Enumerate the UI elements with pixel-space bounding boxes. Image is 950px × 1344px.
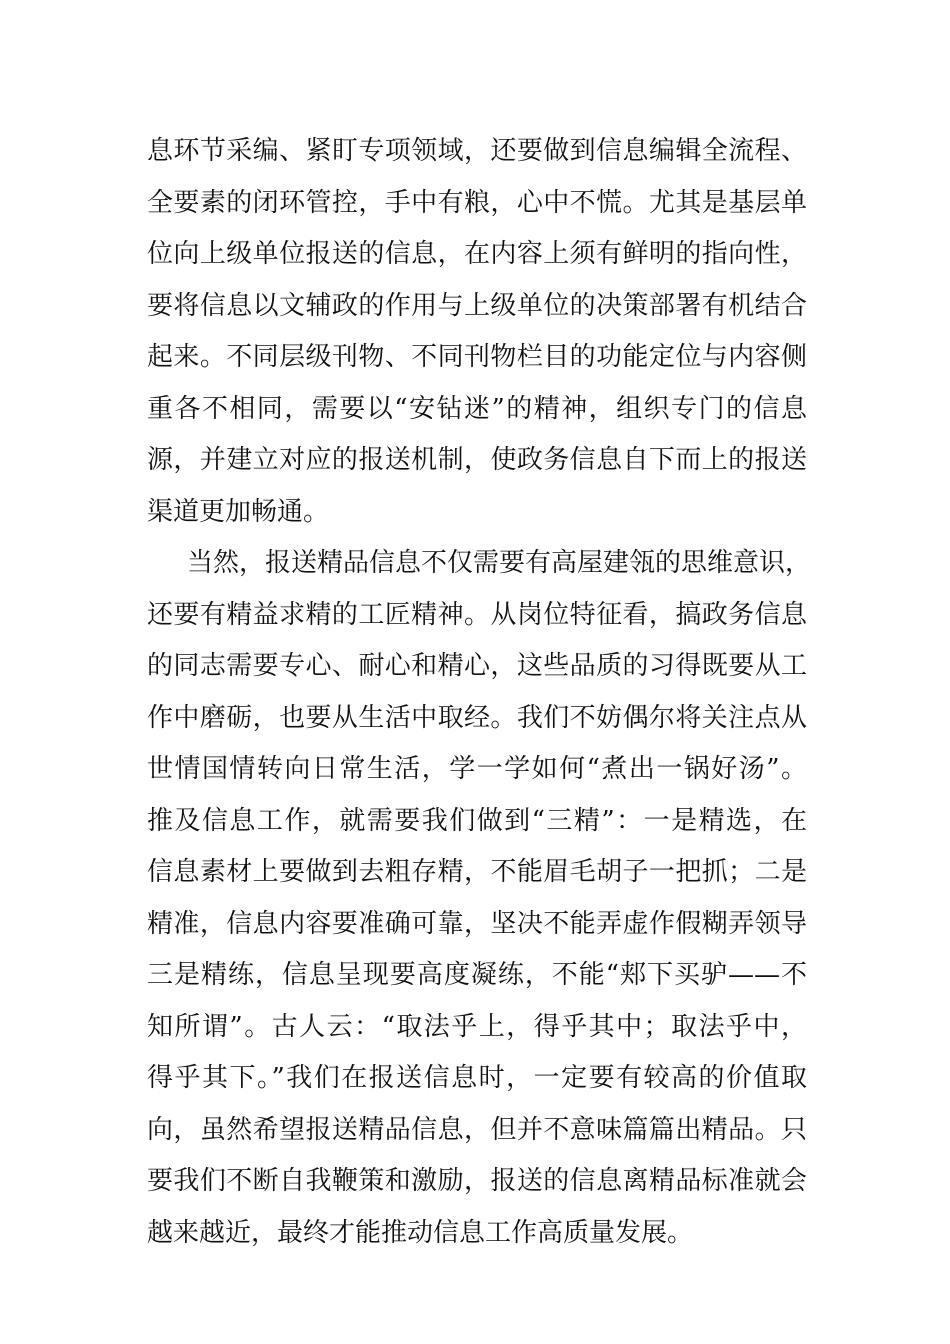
text-line: 推及信息工作，就需要我们做到“三精”：一是精选，在 xyxy=(147,805,807,836)
text-line: 精准，信息内容要准确可靠，坚决不能弄虚作假糊弄领导 xyxy=(147,908,807,939)
text-line: 位向上级单位报送的信息，在内容上须有鲜明的指向性， xyxy=(147,239,807,269)
text-line: 要我们不断自我鞭策和激励，报送的信息离精品标准就会 xyxy=(147,1166,807,1196)
text-line: 起来。不同层级刊物、不同刊物栏目的功能定位与内容侧 xyxy=(147,342,807,372)
text-line: 全要素的闭环管控，手中有粮，心中不慌。尤其是基层单 xyxy=(147,187,807,218)
paragraph xyxy=(147,538,812,1259)
text-line: 知所谓”。古人云：“取法乎上，得乎其中；取法乎中， xyxy=(147,1011,807,1042)
text-line: 信息素材上要做到去粗存精，不能眉毛胡子一把抓；二是 xyxy=(147,857,807,887)
paragraph xyxy=(147,126,807,538)
text-line: 还要有精益求精的工匠精神。从岗位特征看，搞政务信息 xyxy=(147,599,807,630)
text-line: 作中磨砺，也要从生活中取经。我们不妨偶尔将关注点从 xyxy=(147,702,807,733)
text-line: 息环节采编、紧盯专项领域，还要做到信息编辑全流程、 xyxy=(147,136,807,166)
text-line: 的同志需要专心、耐心和精心，这些品质的习得既要从工 xyxy=(147,651,807,681)
document-body xyxy=(147,126,812,1259)
text-line: 源，并建立对应的报送机制，使政务信息自下而上的报送 xyxy=(147,445,807,475)
text-line: 得乎其下。”我们在报送信息时，一定要有较高的价值取 xyxy=(147,1063,807,1093)
text-line: 向，虽然希望报送精品信息，但并不意味篇篇出精品。只 xyxy=(147,1114,807,1145)
text-line: 越来越近，最终才能推动信息工作高质量发展。 xyxy=(147,1217,694,1248)
text-line: 世情国情转向日常生活，学一学如何“煮出一锅好汤”。 xyxy=(147,754,807,784)
text-line: 要将信息以文辅政的作用与上级单位的决策部署有机结合 xyxy=(147,290,807,321)
text-line: 当然，报送精品信息不仅需要有高屋建瓴的思维意识， xyxy=(187,548,812,578)
text-line: 三是精练，信息呈现要高度凝练，不能“郏下买驴——不 xyxy=(147,960,807,990)
text-line: 渠道更加畅通。 xyxy=(147,496,330,527)
text-line: 重各不相同，需要以“安钻迷”的精神，组织专门的信息 xyxy=(147,393,807,424)
